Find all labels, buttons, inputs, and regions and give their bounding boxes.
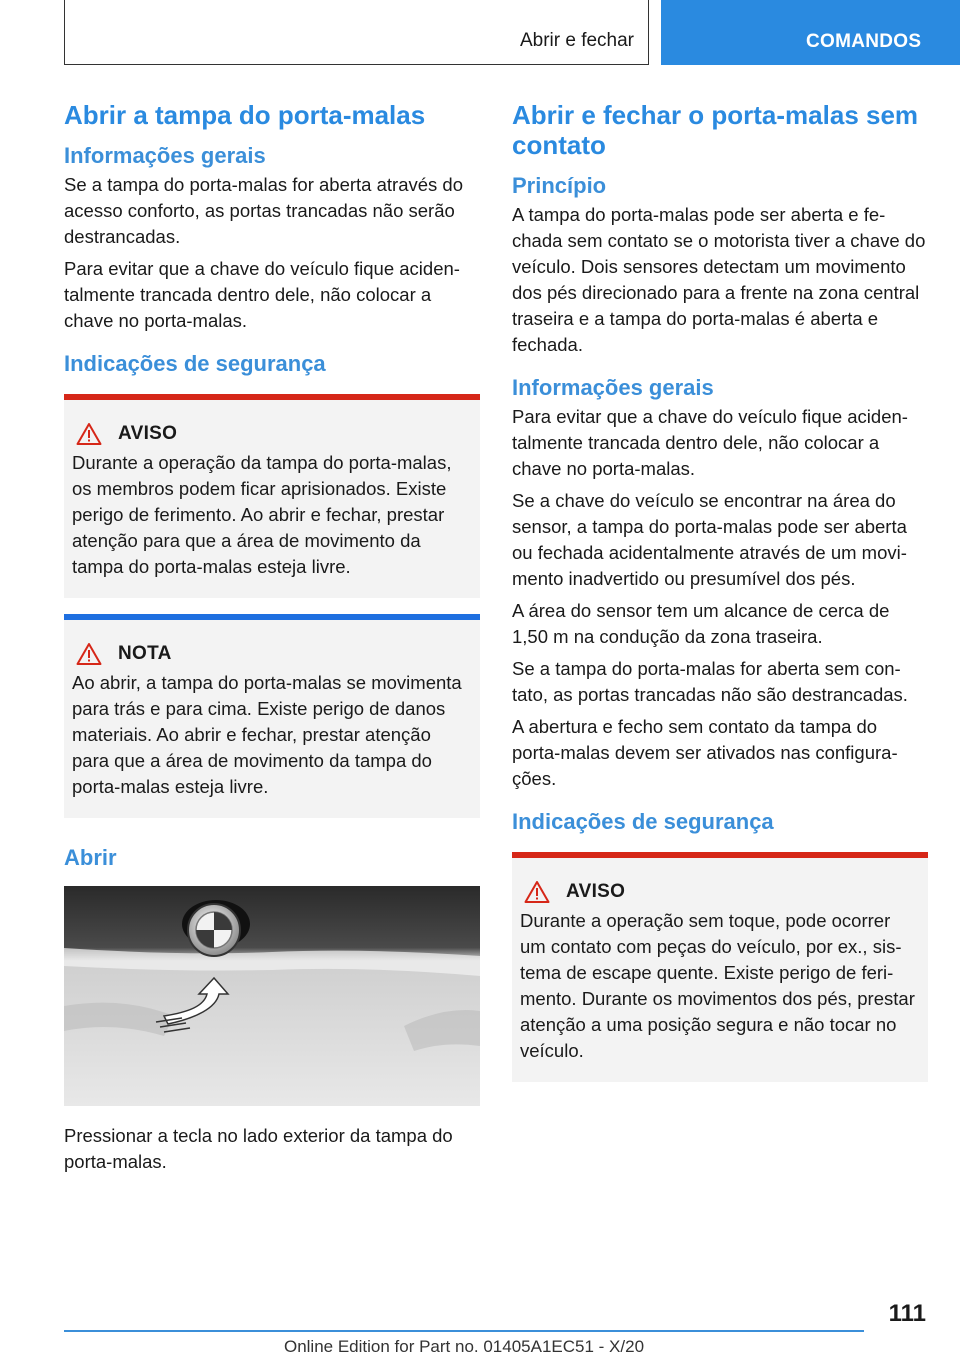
right-info-paragraph-2: Se a chave do veículo se encontrar na área do sensor, a tampa do porta-malas pode ser aberta ou fechada acidentalmente através de um movimento inadvertido ou presumível dos pés. (512, 490, 907, 589)
right-column (512, 100, 928, 1082)
principle-heading: Princípio (512, 173, 607, 198)
right-section-title: Abrir e fechar o porta-malas sem contato (512, 100, 919, 160)
note-title: NOTA (118, 643, 172, 664)
warning-title: AVISO (118, 423, 178, 444)
principle-paragraph: A tampa do porta-malas pode ser aberta e fechada sem contato se o motorista tiver a chave do veículo. Dois sensores detectam um movimento dos pés direcionado para a frente na zona central traseira e a tampa do porta-malas é aberta e fechada. (512, 204, 926, 355)
warning-box-aviso (64, 394, 480, 598)
left-info-paragraph-2: Para evitar que a chave do veículo fique acidentalmente trancada dentro dele, não colocar a chave no porta-malas. (64, 258, 460, 331)
footer-divider (64, 1330, 864, 1332)
header-chapter-label: COMANDOS (806, 31, 922, 52)
warning-text: Durante a operação sem toque, pode ocorrer um contato com peças do veículo, por ex., sistema de escape quente. Existe perigo de ferimento. Durante os movimentos dos pés, prestar atenção a uma posição segura e não tocar no veículo. (520, 910, 915, 1061)
right-safety-heading: Indicações de segurança (512, 809, 774, 834)
note-text: Ao abrir, a tampa do porta-malas se movimenta para trás e para cima. Existe perigo de danos materiais. Ao abrir e fechar, prestar atenção para que a área de movimento da tampa do porta-malas esteja livre. (72, 672, 462, 797)
left-safety-heading: Indicações de segurança (64, 351, 326, 376)
header-box (64, 0, 649, 65)
warning-triangle-icon (76, 422, 102, 446)
right-info-paragraph-5: A abertura e fecho sem contato da tampa do porta-malas devem ser ativados nas configurações. (512, 716, 898, 789)
right-info-paragraph-4: Se a tampa do porta-malas for aberta sem contato, as portas trancadas não são destrancadas. (512, 658, 908, 705)
header-section-title: Abrir e fechar (519, 30, 634, 51)
header-chapter-tab (661, 0, 960, 65)
footer-edition: Online Edition for Part no. 01405A1EC51 - X/20 (283, 1337, 645, 1356)
left-section-title: Abrir a tampa do porta-malas (64, 100, 426, 130)
warning-box-aviso-contactless (512, 852, 928, 1082)
right-info-paragraph-1: Para evitar que a chave do veículo fique acidentalmente trancada dentro dele, não colocar a chave no porta-malas. (512, 406, 908, 479)
left-info-heading: Informações gerais (64, 143, 266, 168)
page-number: 111 (888, 1300, 926, 1327)
left-info-paragraph-1: Se a tampa do porta-malas for aberta através do acesso conforto, as portas trancadas não serão destrancadas. (64, 174, 463, 247)
warning-text: Durante a operação da tampa do porta-malas, os membros podem ficar aprisionados. Existe perigo de ferimento. Ao abrir e fechar, prestar atenção para que a área de movimento da tampa do porta-malas esteja livre. (72, 452, 452, 577)
caution-triangle-icon (76, 642, 102, 666)
warning-title: AVISO (566, 881, 626, 902)
open-caption: Pressionar a tecla no lado exterior da tampa do porta-malas. (64, 1125, 453, 1172)
open-heading: Abrir (64, 845, 117, 870)
trunk-button-photo (64, 886, 480, 1106)
left-column (64, 100, 480, 1181)
right-info-paragraph-3: A área do sensor tem um alcance de cerca de 1,50 m na condução da zona traseira. (512, 600, 890, 647)
right-info-heading: Informações gerais (512, 375, 714, 400)
warning-box-nota (64, 614, 480, 818)
warning-triangle-icon (524, 880, 550, 904)
